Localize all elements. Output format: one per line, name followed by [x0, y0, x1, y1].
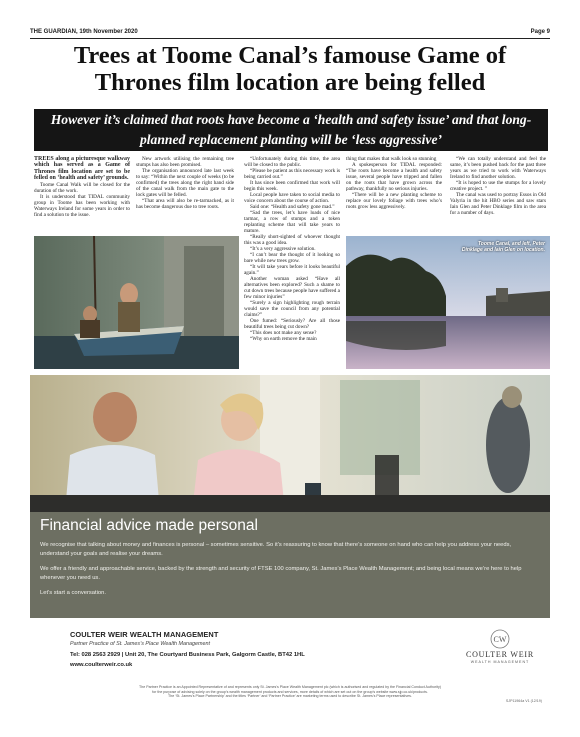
- photo-toome-canal: [346, 236, 550, 369]
- article-paragraph: “There will be a new planting scheme to replace our lovely foliage with trees who’s roots grow less aggressively.: [346, 192, 442, 210]
- article-column-4: [346, 156, 442, 210]
- advert-footer: [30, 618, 550, 678]
- photo-caption: Toome Canal, and left, Peter Dinklage and Iain Glen on location.: [461, 241, 545, 254]
- disclaimer-line: The Partner Practice is an Appointed Representative of and represents only St. James’s Place Wealth Management plc (which is authorised and regulated by the Financial Conduct Authority): [139, 685, 441, 689]
- disclaimer-line: The ‘St. James’s Place Partnership’ and the titles ‘Partner’ and ‘Partner Practice’ are marketing terms used to describe St. James’s Place representatives.: [168, 694, 412, 699]
- article-paragraph: Local people have taken to social media to voice concern about the course of action.: [244, 192, 340, 204]
- article-paragraph: A spokesperson for TIDAL responded: “The roots have become a health and safety issue, several people have tripped and fallen on the roots that have grown across the pathway, thankfully no serious injuries.: [346, 162, 442, 192]
- article-column-2: [136, 156, 234, 210]
- article-paragraph: “Unfortunately during this time, the area will be closed to the public.: [244, 156, 340, 168]
- article-paragraph: “It is hoped to use the stumps for a lovely creative project. ”: [450, 180, 546, 192]
- toome-canal-image: [346, 236, 550, 369]
- advert-paragraph: We offer a friendly and approachable service, backed by the strength and security of FTSE 100 company, St. James’s Place Wealth Management; and being local means we’re here to help whenever you need us.: [40, 566, 522, 581]
- publication-date: THE GUARDIAN, 19th November 2020: [30, 29, 138, 35]
- article-paragraph: “It will take years before it looks beautiful again.”: [244, 264, 340, 276]
- article-column-1: [34, 156, 130, 218]
- logo-subtitle: WEALTH MANAGEMENT: [470, 660, 530, 664]
- article-paragraph: “It’s a very aggressive solution.: [250, 246, 316, 252]
- article-paragraph: “This does not make any sense?: [250, 330, 317, 336]
- masthead-rule: [30, 38, 550, 39]
- article-paragraph: The canal was used to portray Essos in Old Valyria in the hit HBO series and saw stars Iain Glen and Peter Dinklage film in the area for a number of days.: [450, 192, 546, 216]
- advert-contact: Tel: 028 2563 2929 | Unit 20, The Courtyard Business Park, Galgorm Castle, BT42 1HL: [70, 652, 305, 658]
- article-paragraph: “Surely a sign highlighting rough terrain would save the council from any potential claims?”: [244, 300, 340, 318]
- article-lead: TREES along a picturesque walkway which has served as a Game of Thrones film location are set to be felled on ‘health and safety’ grounds.: [34, 156, 130, 182]
- standfirst: However it’s claimed that roots have become a ‘health and safety issue’ and that long-planned replacement planting will be ‘less aggressive’: [34, 109, 548, 151]
- logo-mark-text: CW: [493, 635, 507, 644]
- article-paragraph: The organisation announced late last week to say: “Within the next couple of weeks (to be confirmed) the trees along the right hand side of the canal walk from the main gate to the lock gates will be felled.: [136, 168, 234, 198]
- advert-partner-line: Partner Practice of St. James’s Place Wealth Management: [70, 641, 211, 647]
- advert-code: SJP11964a V1 (12/19): [505, 699, 542, 703]
- article-paragraph: Said one: “Health and safety gone mad.”: [250, 204, 335, 210]
- advert-company-name: COULTER WEIR WEALTH MANAGEMENT: [70, 630, 219, 639]
- article-column-3: [244, 156, 340, 342]
- advert-photo: [30, 375, 550, 512]
- advert-disclaimer: [60, 685, 520, 699]
- page-number: Page 9: [530, 29, 550, 35]
- advert-website-link[interactable]: www.coulterweir.co.uk: [70, 662, 133, 668]
- photo-actors-boat: [34, 236, 239, 369]
- cw-logo-icon: [460, 628, 540, 650]
- article-paragraph: One fumed: “Seriously? Are all those beautiful trees being cut down?: [244, 318, 340, 330]
- headline: Trees at Toome Canal’s famouse Game of Thrones film location are being felled: [73, 42, 507, 96]
- coulter-weir-logo: [460, 628, 540, 668]
- disclaimer-line: for the purpose of advising solely on the group’s wealth management products and services, more details of which are set out on the group’s website www.sjp.co.uk/products.: [152, 689, 428, 694]
- article-paragraph: It is understood that TIDAL community group in Toome has been working with Waterways Ireland for some years in order to find a solution to the issue.: [34, 193, 130, 218]
- logo-name: COULTER WEIR: [465, 650, 535, 659]
- advert-band: [30, 512, 550, 618]
- article-paragraph: New artwork utilising the remaining tree stumps has also been promised.: [136, 156, 234, 168]
- article-paragraph: “That area will also be re-tarmacked, as it has become dangerous due to tree roots.: [136, 198, 234, 210]
- article-paragraph: Toome Canal Walk will be closed for the duration of the work.: [34, 181, 130, 194]
- article-paragraph: “Why on earth remove the main: [250, 336, 317, 342]
- advert-call-to-action: Let’s start a conversation.: [40, 590, 106, 596]
- article-paragraph: It has since been confirmed that work will begin this week.: [244, 180, 340, 192]
- article-paragraph: “Please be patient as this necessary work is being carried out.”: [244, 168, 340, 180]
- article-column-5: [450, 156, 546, 216]
- article-paragraph: “Sad the trees, let’s have loads of nice tarmac, a row of stumps and a token replanting scheme that will take years to mature.: [244, 210, 340, 234]
- article-paragraph: thing that makes that walk look so stunning: [346, 156, 437, 162]
- article-paragraph: “Really short-sighted of whoever thought this was a good idea.: [244, 234, 340, 246]
- article-paragraph: “I can’t bear the thought of it looking so bare while new trees grow.: [244, 252, 340, 264]
- actors-boat-image: [34, 236, 239, 369]
- article-paragraph: “We can totally understand and feel the same, it’s been pushed back for the past three years as we tried to work with Waterways Ireland to find another solution.: [450, 156, 546, 180]
- advert-paragraph: We recognise that talking about money and finances is personal – sometimes sensitive. So it’s reassuring to know that there’s someone on hand who can help you address your needs, understand your goals and realise your dreams.: [40, 542, 512, 557]
- advert-title: Financial advice made personal: [40, 517, 258, 534]
- couple-laughing-image: [30, 375, 550, 512]
- article-paragraph: Another woman asked “Have all alternatives been explored? Such a shame to cut down trees because people have suffered a few minor injuries”: [244, 276, 340, 300]
